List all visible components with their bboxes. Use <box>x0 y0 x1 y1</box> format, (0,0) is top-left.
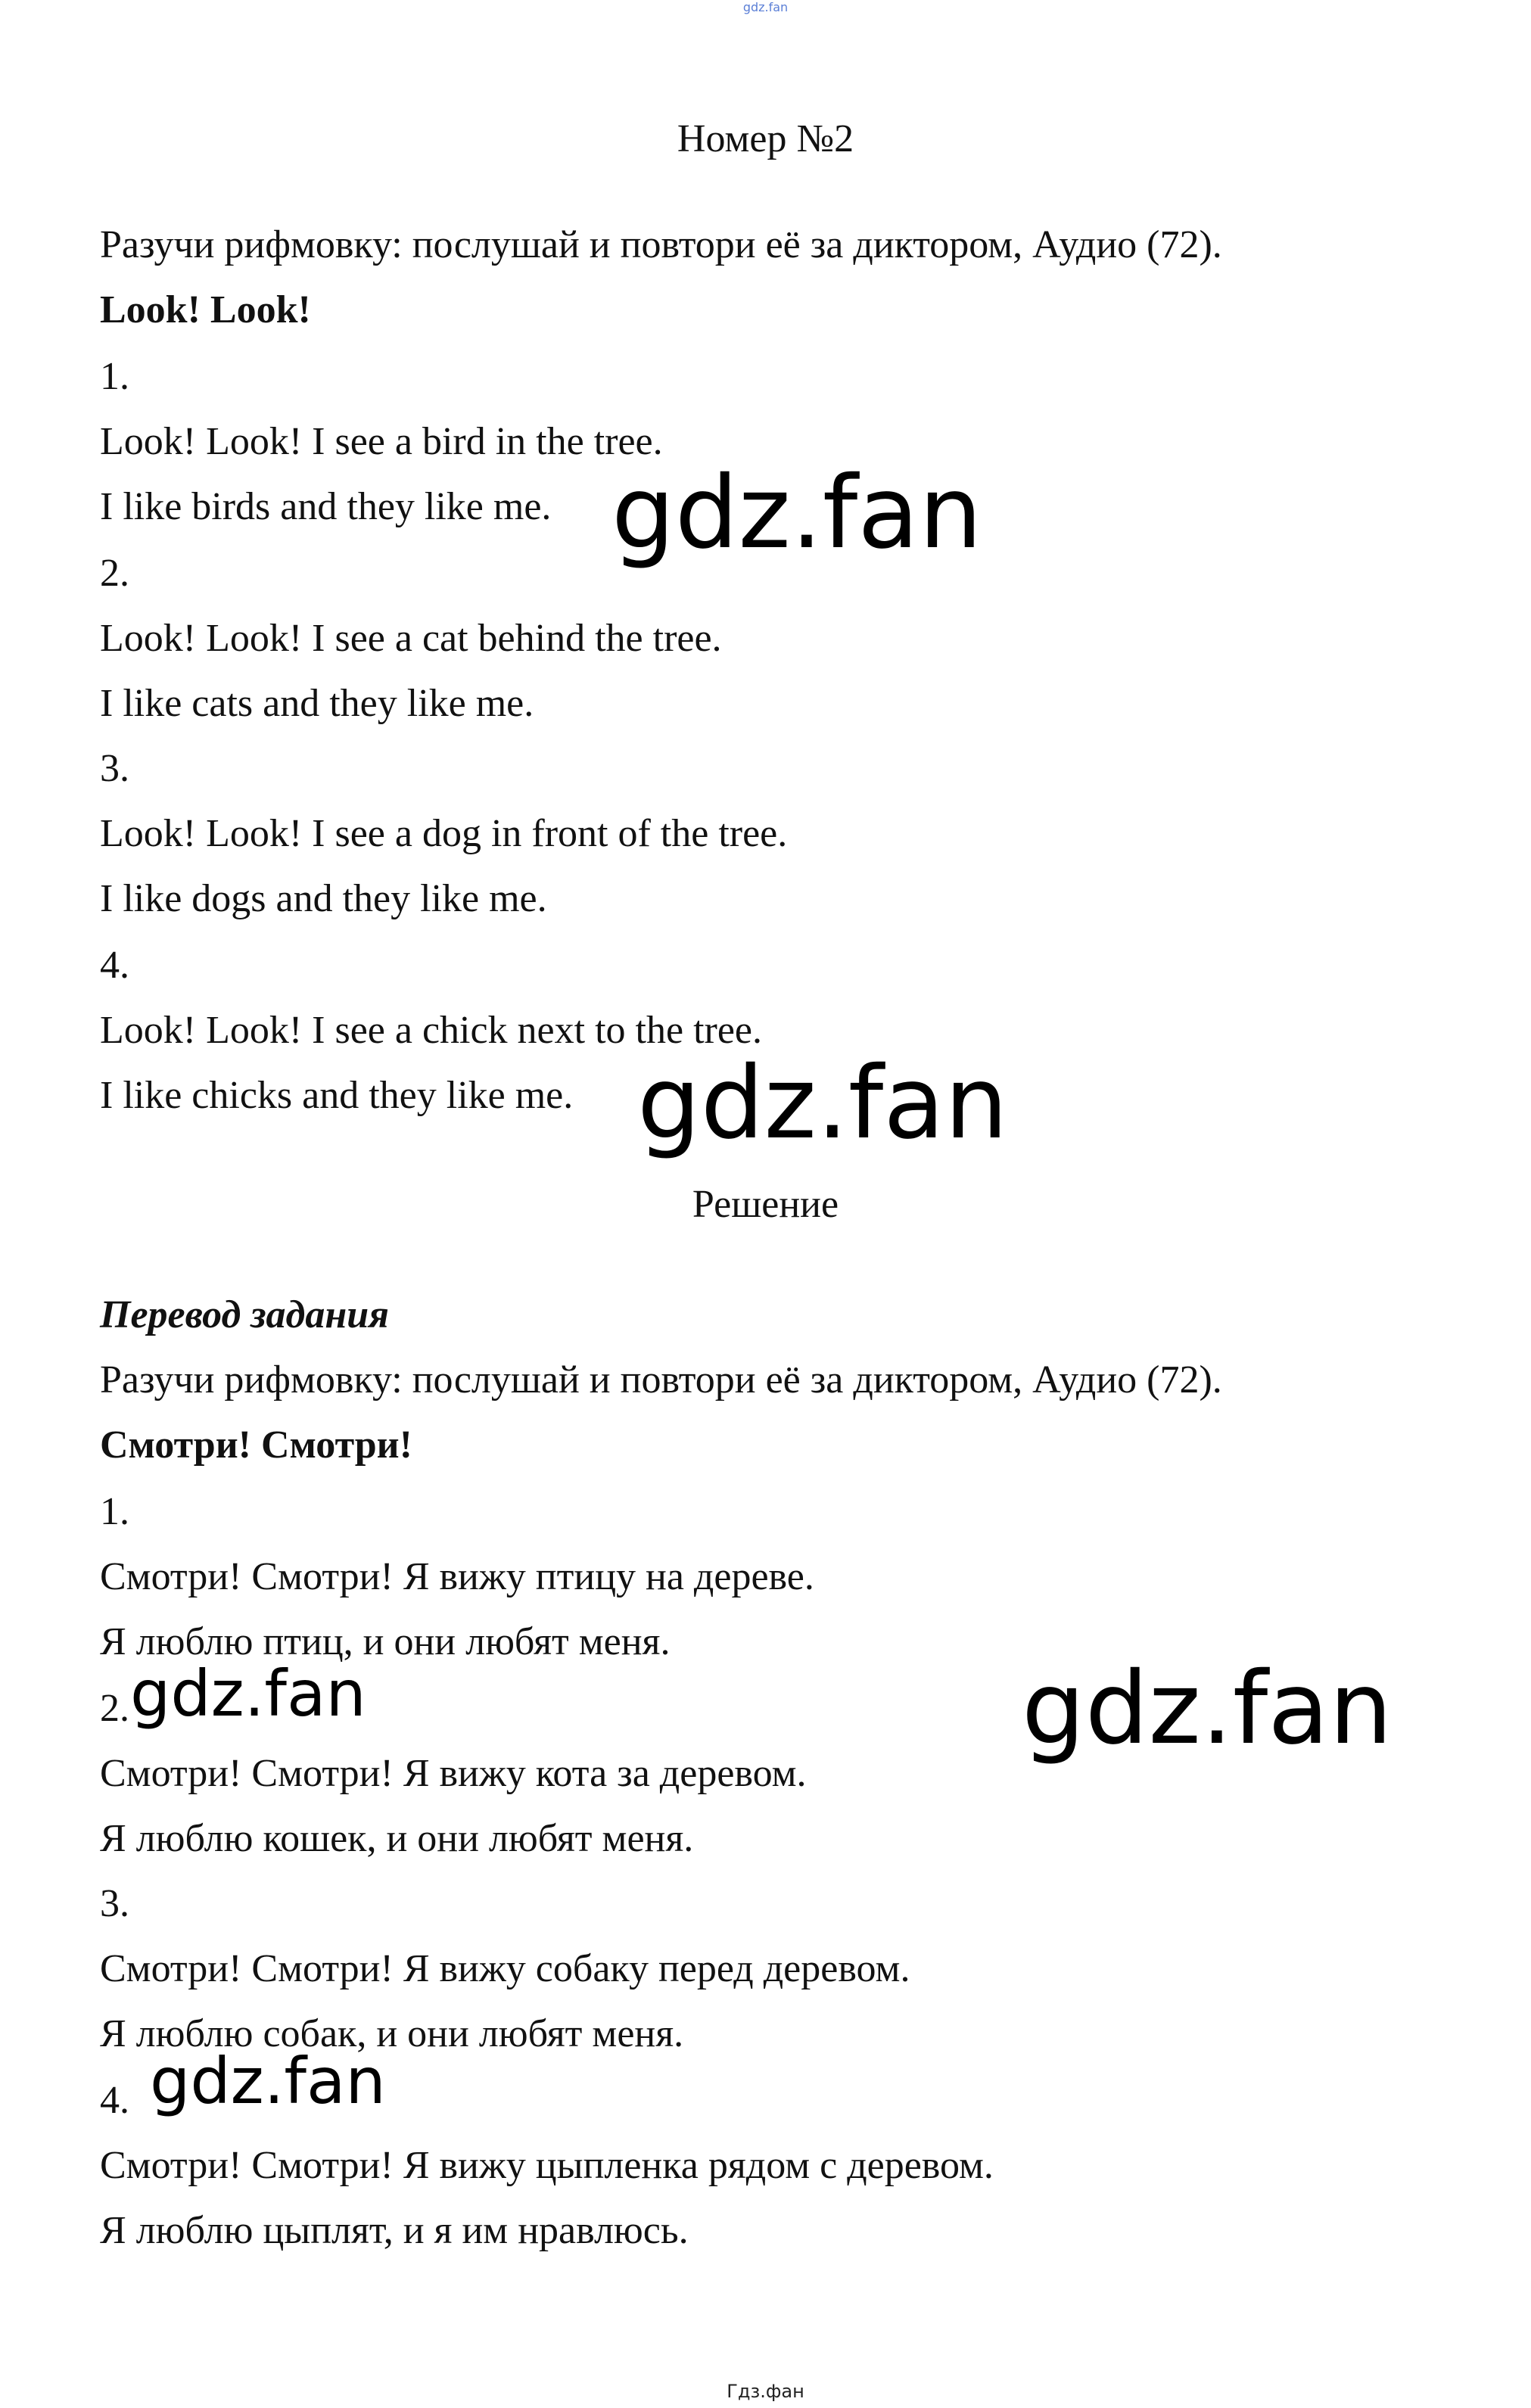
solution-heading: Решение <box>692 1183 839 1226</box>
verse-line: Смотри! Смотри! Я вижу кота за деревом. <box>100 1752 807 1795</box>
top-watermark: gdz.fan <box>742 0 789 14</box>
page-title: Номер №2 <box>677 117 854 160</box>
watermark: gdz.fan <box>130 1657 366 1731</box>
verse-line: Смотри! Смотри! Я вижу цыпленка рядом с деревом. <box>100 2144 994 2187</box>
verse-line: Я люблю собак, и они любят меня. <box>100 2012 684 2055</box>
verse-line: Я люблю кошек, и они любят меня. <box>100 1817 694 1860</box>
verse-line: Я люблю цыплят, и я им нравлюсь. <box>100 2209 689 2252</box>
verse-line: Look! Look! I see a cat behind the tree. <box>100 617 722 660</box>
poem-title: Look! Look! <box>100 288 311 331</box>
watermark: gdz.fan <box>150 2044 386 2118</box>
translation-heading: Перевод задания <box>100 1293 389 1336</box>
solution-instruction: Разучи рифмовку: послушай и повтори её за диктором, Аудио (72). <box>100 1358 1222 1402</box>
verse-number: 3. <box>100 747 129 790</box>
translated-poem-title: Смотри! Смотри! <box>100 1423 412 1467</box>
verse-line: I like cats and they like me. <box>100 682 534 725</box>
verse-line: Look! Look! I see a chick next to the tree. <box>100 1009 762 1052</box>
page-footer: Гдз.фан <box>727 2381 804 2402</box>
verse-line: Я люблю птиц, и они любят меня. <box>100 1620 671 1663</box>
verse-line: I like chicks and they like me. <box>100 1074 574 1117</box>
verse-number: 1. <box>100 1490 129 1533</box>
verse-number: 3. <box>100 1882 129 1925</box>
verse-line: I like dogs and they like me. <box>100 877 547 920</box>
verse-number: 2. <box>100 1687 129 1730</box>
verse-number: 4. <box>100 944 129 987</box>
verse-line: Смотри! Смотри! Я вижу собаку перед деревом. <box>100 1947 910 1990</box>
verse-number: 1. <box>100 355 129 398</box>
verse-number: 2. <box>100 552 129 595</box>
verse-line: I like birds and they like me. <box>100 485 552 528</box>
task-instruction: Разучи рифмовку: послушай и повтори её за диктором, Аудио (72). <box>100 223 1222 266</box>
watermark: gdz.fan <box>1022 1650 1393 1767</box>
verse-number: 4. <box>100 2079 129 2122</box>
verse-line: Look! Look! I see a dog in front of the tree. <box>100 812 788 855</box>
watermark: gdz.fan <box>611 455 982 571</box>
watermark: gdz.fan <box>637 1045 1008 1162</box>
verse-line: Look! Look! I see a bird in the tree. <box>100 420 663 463</box>
verse-line: Смотри! Смотри! Я вижу птицу на дереве. <box>100 1555 814 1598</box>
